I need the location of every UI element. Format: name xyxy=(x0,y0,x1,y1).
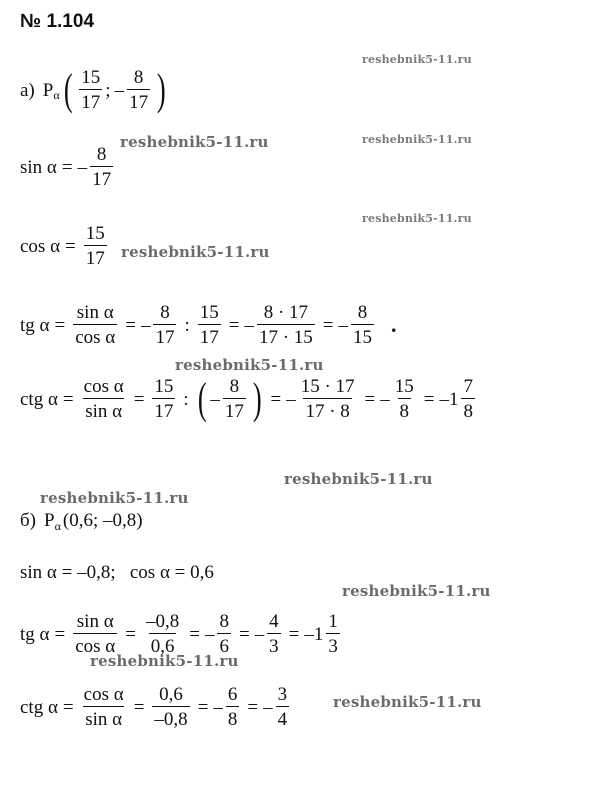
fraction: $\frac{8 \cdot 17}{17 \cdot 15}$ xyxy=(258,302,313,348)
part-b-label: б) xyxy=(20,510,36,531)
fraction: $\frac{15}{17}$ xyxy=(85,223,105,269)
mixed-number: –1 $\frac{7}{8}$ xyxy=(439,376,473,422)
fraction: $\frac{-0,8}{0,6}$ xyxy=(145,611,180,657)
fraction: $\frac{8}{17}$ xyxy=(92,144,112,190)
fraction: $\frac{8}{15}$ xyxy=(353,302,373,348)
part-a-label: а) xyxy=(20,79,35,101)
paren-close: ) xyxy=(157,65,166,114)
fraction: $\frac{15}{17}$ xyxy=(154,376,174,422)
watermark: reshebnik5-11.ru xyxy=(333,693,482,711)
fraction: $\frac{\text{cos α}}{\text{sin α}}$ xyxy=(83,376,124,422)
watermark: reshebnik5-11.ru xyxy=(121,243,270,261)
fraction: $\frac{0,6}{-0,8}$ xyxy=(154,684,188,730)
watermark: reshebnik5-11.ru xyxy=(120,133,269,151)
part-b-ctg-equation: ctg α = $\frac{\text{cos α}}{\text{sin α}}$ = $\frac{0,6}{-0,8}$ = – $\frac{6}{8}$ = – $\frac{3}{4}$ xyxy=(20,684,288,730)
part-b-sin-cos: sin α = –0,8; cos α = 0,6 xyxy=(20,562,214,583)
fraction-y: $\frac{8}{17}$ xyxy=(129,67,149,113)
part-b-tg-equation: tg α = $\frac{\text{sin α}}{\text{cos α}}$ = $\frac{-0,8}{0,6}$ = – $\frac{8}{6}$ = – $\frac{4}{3}$ = –1 $\frac{1}{3}$ xyxy=(20,612,343,656)
fraction: $\frac{4}{3}$ xyxy=(269,611,279,657)
watermark: reshebnik5-11.ru xyxy=(342,582,491,600)
watermark: reshebnik5-11.ru xyxy=(362,133,472,146)
fraction: $\frac{15 \cdot 17}{17 \cdot 8}$ xyxy=(300,376,355,422)
watermark: reshebnik5-11.ru xyxy=(362,212,472,225)
mixed-number: –1 $\frac{1}{3}$ xyxy=(304,611,338,657)
fraction: $\frac{\text{sin α}}{\text{cos α}}$ xyxy=(75,302,116,348)
point-symbol: P xyxy=(42,79,54,101)
watermark: reshebnik5-11.ru xyxy=(90,652,239,670)
part-a-cos-equation: cos α = $\frac{15}{17}$ xyxy=(20,223,105,269)
fraction: $\frac{8}{17}$ xyxy=(155,302,175,348)
fraction: $\frac{\text{sin α}}{\text{cos α}}$ xyxy=(75,611,116,657)
watermark: reshebnik5-11.ru xyxy=(362,53,472,66)
fraction: $\frac{3}{4}$ xyxy=(277,684,288,730)
fraction-x: $\frac{15}{17}$ xyxy=(81,67,101,113)
fraction: $\frac{6}{8}$ xyxy=(227,684,238,730)
fraction: $\frac{\text{cos α}}{\text{sin α}}$ xyxy=(83,684,124,730)
part-a-sin-equation: sin α = – $\frac{8}{17}$ xyxy=(20,144,112,190)
watermark: reshebnik5-11.ru xyxy=(40,489,189,507)
fraction: $\frac{8}{17}$ xyxy=(224,376,244,422)
paren-open: ( xyxy=(63,65,73,114)
fraction: $\frac{15}{17}$ xyxy=(199,302,219,348)
watermark: reshebnik5-11.ru xyxy=(284,470,433,488)
part-b-point: б) P α (0,6; –0,8) xyxy=(20,510,143,533)
point-subscript: α xyxy=(53,88,60,102)
problem-number: № 1.104 xyxy=(20,11,95,32)
part-a-point: а) P α ( $\frac{15}{17}$ ; – $\frac{8}{17}$ ) xyxy=(20,65,166,114)
part-a-ctg-equation: ctg α = $\frac{\text{cos α}}{\text{sin α}}$ = $\frac{15}{17}$ : ( – $\frac{8}{17}$ ) = – $\frac{15 \cdot 17}{17 \cdot 8}$ = – $\frac{15}{8}$ = –1 $\frac{7}{8}$ xyxy=(20,377,478,421)
fraction: $\frac{8}{6}$ xyxy=(219,611,229,657)
watermark: reshebnik5-11.ru xyxy=(175,356,324,374)
part-a-tg-equation: tg α = $\frac{\text{sin α}}{\text{cos α}}$ = – $\frac{8}{17}$ : $\frac{15}{17}$ = – $\frac{8 \cdot 17}{17 \cdot 15}$ = – $\frac{8}{15}$ . xyxy=(20,302,397,348)
fraction: $\frac{15}{8}$ xyxy=(394,376,414,422)
